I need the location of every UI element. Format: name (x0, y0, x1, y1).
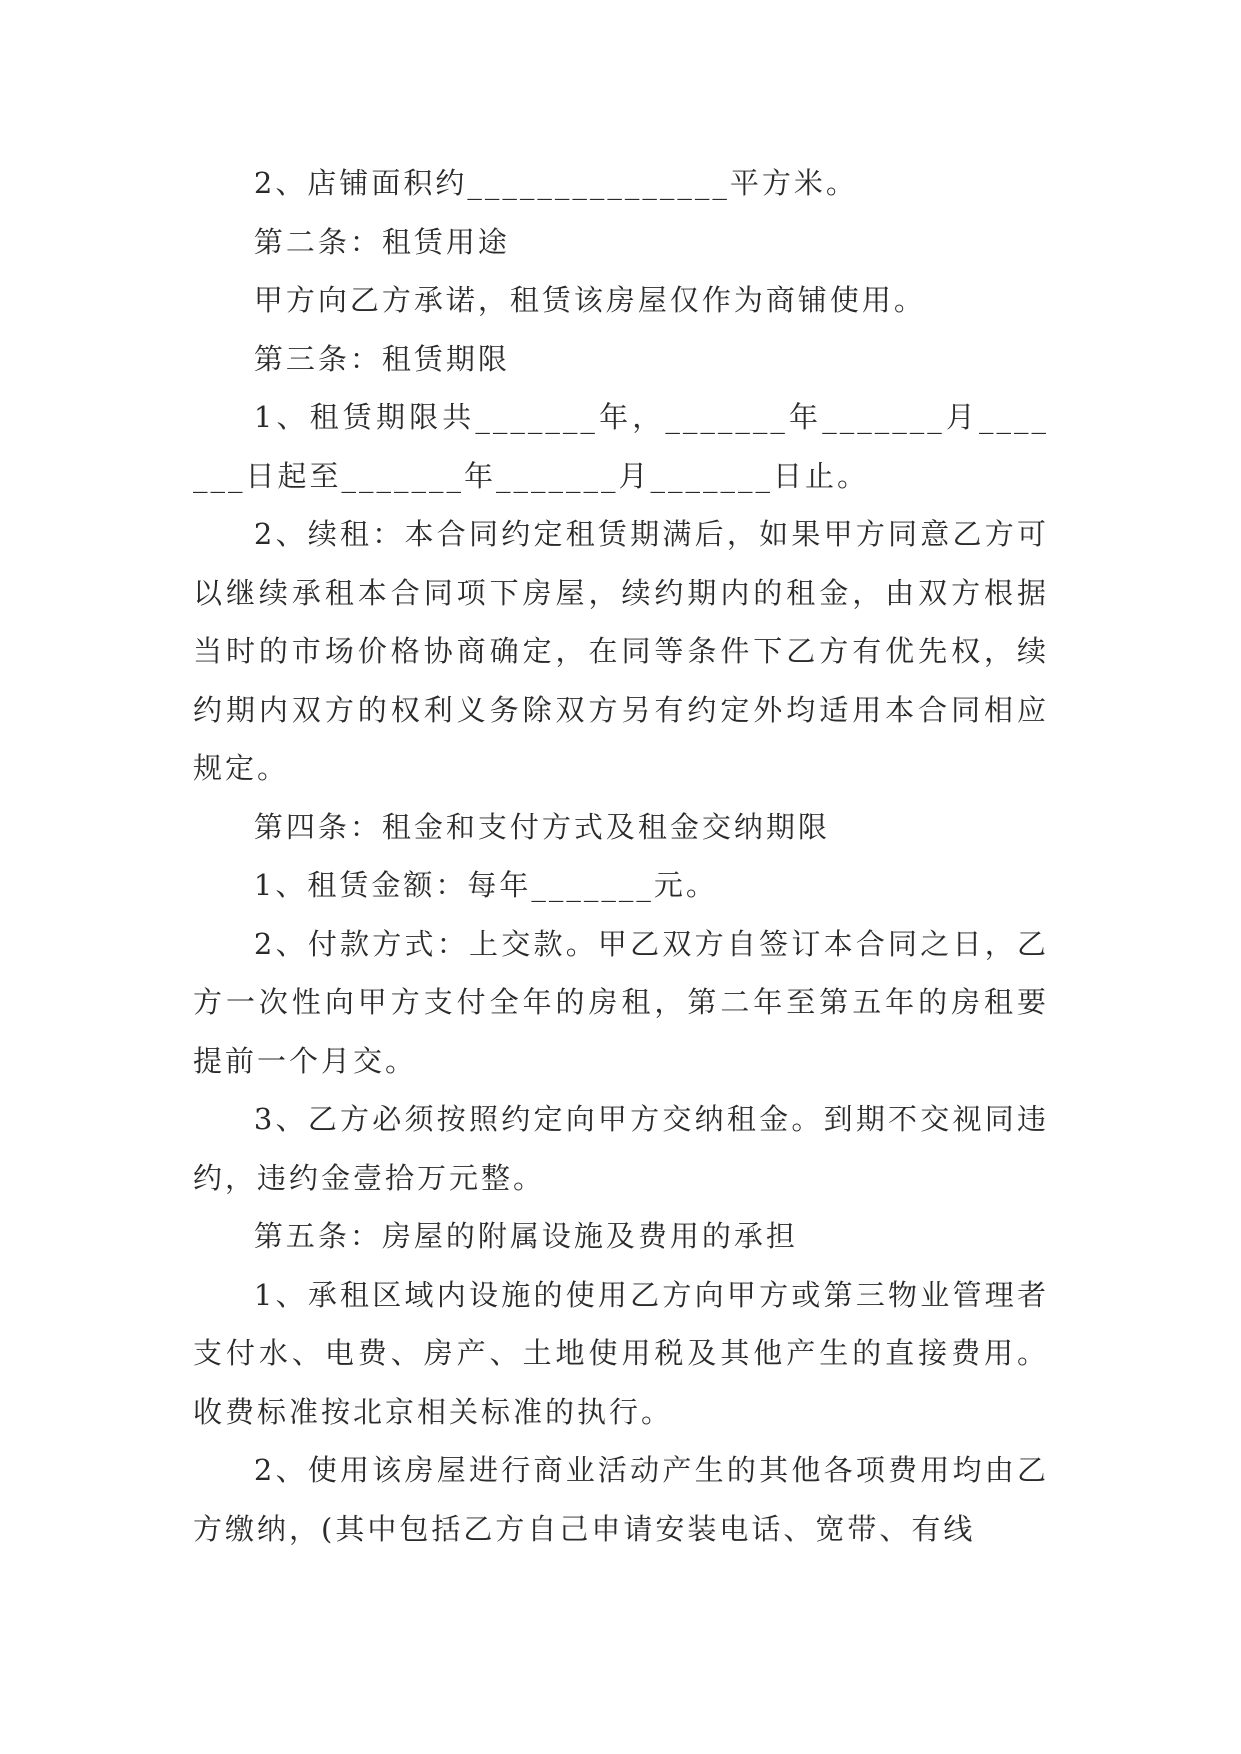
article-2-text: 甲方向乙方承诺，租赁该房屋仅作为商铺使用。 (253, 283, 926, 317)
clause-shop-area: 2、店铺面积约_______________平方米。 (253, 166, 858, 200)
article-5-facilities: 1、承租区域内设施的使用乙方向甲方或第三物业管理者支付水、电费、房产、土地使用税及其他产生的直接费用。收费标准按北京相关标准的执行。 (193, 1277, 1049, 1429)
article-3-heading: 第三条：租赁期限 (253, 341, 510, 376)
article-4-amount: 1、租赁金额：每年_______元。 (253, 868, 718, 902)
article-2-heading: 第二条：租赁用途 (253, 224, 510, 259)
document-body (193, 154, 1049, 1558)
article-4-payment-method: 2、付款方式：上交款。甲乙双方自签订本合同之日，乙方一次性向甲方支付全年的房租，第二年至第五年的房租要提前一个月交。 (193, 926, 1049, 1078)
article-4-penalty: 3、乙方必须按照约定向甲方交纳租金。到期不交视同违约，违约金壹拾万元整。 (193, 1102, 1049, 1195)
article-4-heading: 第四条：租金和支付方式及租金交纳期限 (253, 809, 830, 844)
article-3-renewal: 2、续租：本合同约定租赁期满后，如果甲方同意乙方可以继续承租本合同项下房屋，续约期内的租金，由双方根据当时的市场价格协商确定，在同等条件下乙方有优先权，续约期内双方的权利义务除双方另有约定外均适用本合同相应规定。 (193, 517, 1049, 785)
article-5-heading: 第五条：房屋的附属设施及费用的承担 (253, 1219, 798, 1253)
article-5-other-fees: 2、使用该房屋进行商业活动产生的其他各项费用均由乙方缴纳，(其中包括乙方自己申请安装电话、宽带、有线 (193, 1453, 1049, 1546)
article-3-term: 1、租赁期限共_______年，_______年_______月_______日起至_______年_______月_______日止。 (193, 400, 1049, 493)
